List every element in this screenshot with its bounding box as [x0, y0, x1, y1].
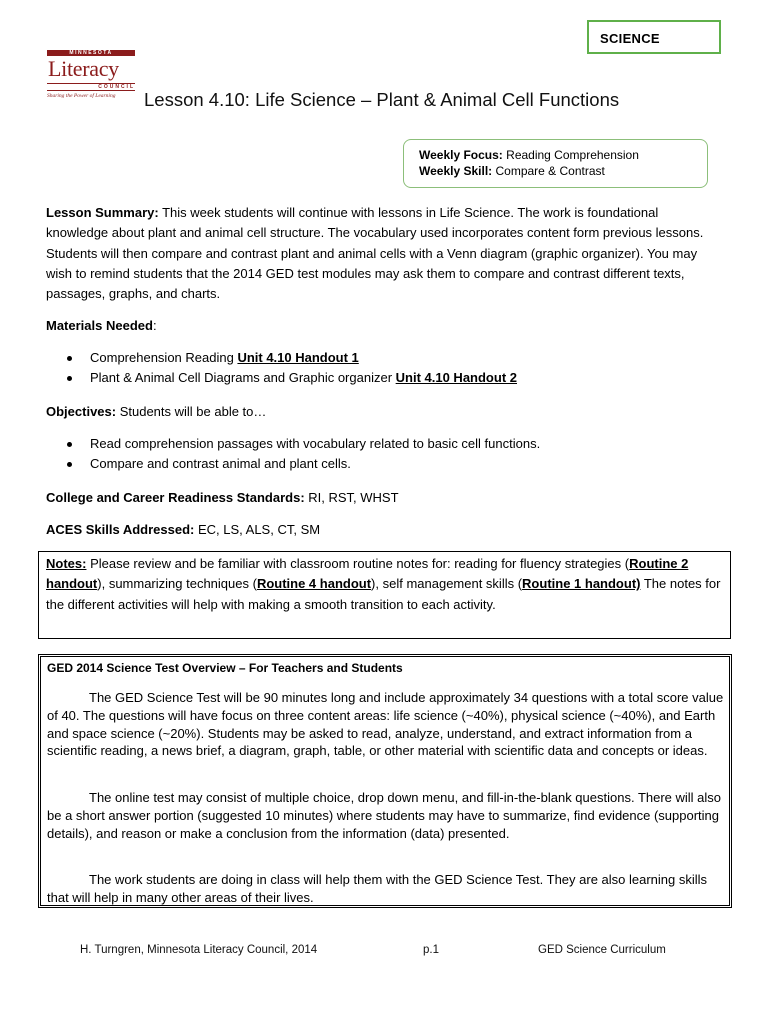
weekly-skill-label: Weekly Skill: [419, 164, 493, 178]
notes-text-part: ), self management skills ( [371, 576, 523, 592]
objectives-intro: Students will be able to… [116, 404, 267, 419]
standards-line [46, 490, 399, 505]
weekly-focus-label: Weekly Focus: [419, 148, 503, 162]
weekly-focus-value: Reading Comprehension [502, 148, 639, 162]
weekly-focus-box [403, 139, 708, 188]
notes-label: Notes: [46, 556, 87, 571]
footer-author: H. Turngren, Minnesota Literacy Council, 2014 [80, 944, 318, 956]
aces-label: ACES Skills Addressed: [46, 522, 195, 537]
subject-badge [587, 20, 721, 54]
lesson-summary-label: Lesson Summary: [46, 205, 159, 220]
materials-item [90, 370, 517, 385]
footer-page-number: p.1 [423, 944, 439, 956]
objective-item: Read comprehension passages with vocabulary related to basic cell functions. [90, 436, 541, 451]
objective-item: Compare and contrast animal and plant cells. [90, 456, 351, 471]
logo-wordmark: Literacy [48, 56, 119, 81]
standards-label: College and Career Readiness Standards: [46, 490, 305, 505]
ged-overview-box [38, 654, 732, 908]
materials-item-text: Plant & Animal Cell Diagrams and Graphic organizer [90, 370, 396, 385]
objectives-label: Objectives: [46, 404, 117, 419]
routine-1-handout-link[interactable]: Routine 1 handout) [522, 576, 641, 592]
minnesota-literacy-council-logo [47, 50, 137, 106]
materials-item [90, 350, 359, 365]
lesson-summary-text: This week students will continue with lessons in Life Science. The work is foundational knowledge about plant and animal cell structure. The vocabulary used incorporates content form previous lessons. Students will then compare and contrast plant and animal cells with a Venn diagram (graphic organizer). You may wish to remind students that the 2014 GED test modules may ask them to compare and contrast different texts, passages, graphs, and charts. [46, 205, 704, 302]
handout-1-link[interactable]: Unit 4.10 Handout 1 [237, 350, 359, 365]
materials-item-text: Comprehension Reading [90, 350, 238, 365]
aces-value: EC, LS, ALS, CT, SM [194, 522, 321, 537]
notes-text-part: The notes for the different activities will help with making a smooth transition to each activity. [46, 576, 721, 612]
subject-badge-label: SCIENCE [600, 31, 660, 46]
footer-curriculum: GED Science Curriculum [538, 944, 666, 956]
notes-box [38, 551, 731, 639]
ged-paragraph-1: The GED Science Test will be 90 minutes long and include approximately 34 questions with a total score value of 40. The questions will have focus on three content areas: life science (~40%), physical science (~40%), and Earth and space science (~20%). Students may be asked to read, analyze, understand, and extract information from a scientific reading, a news brief, a diagram, graph, table, or other material with scientific data and concepts or ideas. [47, 690, 724, 759]
logo-top-text: MINNESOTA [47, 50, 135, 56]
routine-4-handout-link[interactable]: Routine 4 handout [256, 576, 372, 592]
lesson-title: Lesson 4.10: Life Science – Plant & Animal Cell Functions [144, 89, 620, 110]
bullet-icon [67, 356, 72, 361]
routine-2-handout-link[interactable]: Routine 2 handout [46, 556, 689, 592]
notes-text [46, 554, 726, 615]
bullet-icon [67, 376, 72, 381]
aces-line [46, 522, 320, 537]
lesson-summary [46, 203, 718, 304]
notes-text-part: ), summarizing techniques ( [97, 576, 257, 592]
materials-label: Materials Needed [46, 318, 153, 333]
materials-heading [46, 318, 157, 333]
ged-paragraph-2: The online test may consist of multiple choice, drop down menu, and fill-in-the-blank questions. There will also be a short answer portion (suggested 10 minutes) where students may have to summarize, find evidence (supporting details), and reason or make a conclusion from the information (data) presented. [47, 790, 722, 841]
objectives-heading [46, 404, 266, 419]
logo-tagline: Sharing the Power of Learning [47, 93, 116, 99]
materials-colon: : [152, 318, 157, 333]
weekly-focus-line [419, 148, 639, 162]
weekly-skill-line [419, 164, 605, 178]
notes-text-part: Please review and be familiar with classroom routine notes for: reading for fluency strategies ( [86, 556, 630, 571]
standards-value: RI, RST, WHST [304, 490, 399, 505]
ged-overview-heading: GED 2014 Science Test Overview – For Teachers and Students [47, 661, 403, 675]
ged-paragraph-3: The work students are doing in class will help them with the GED Science Test. They are also learning skills that will help in many other areas of their lives. [47, 872, 708, 905]
bullet-icon [67, 462, 72, 467]
logo-council-text: COUNCIL [47, 83, 135, 91]
handout-2-link[interactable]: Unit 4.10 Handout 2 [395, 370, 517, 385]
bullet-icon [67, 442, 72, 447]
weekly-skill-value: Compare & Contrast [492, 164, 605, 178]
